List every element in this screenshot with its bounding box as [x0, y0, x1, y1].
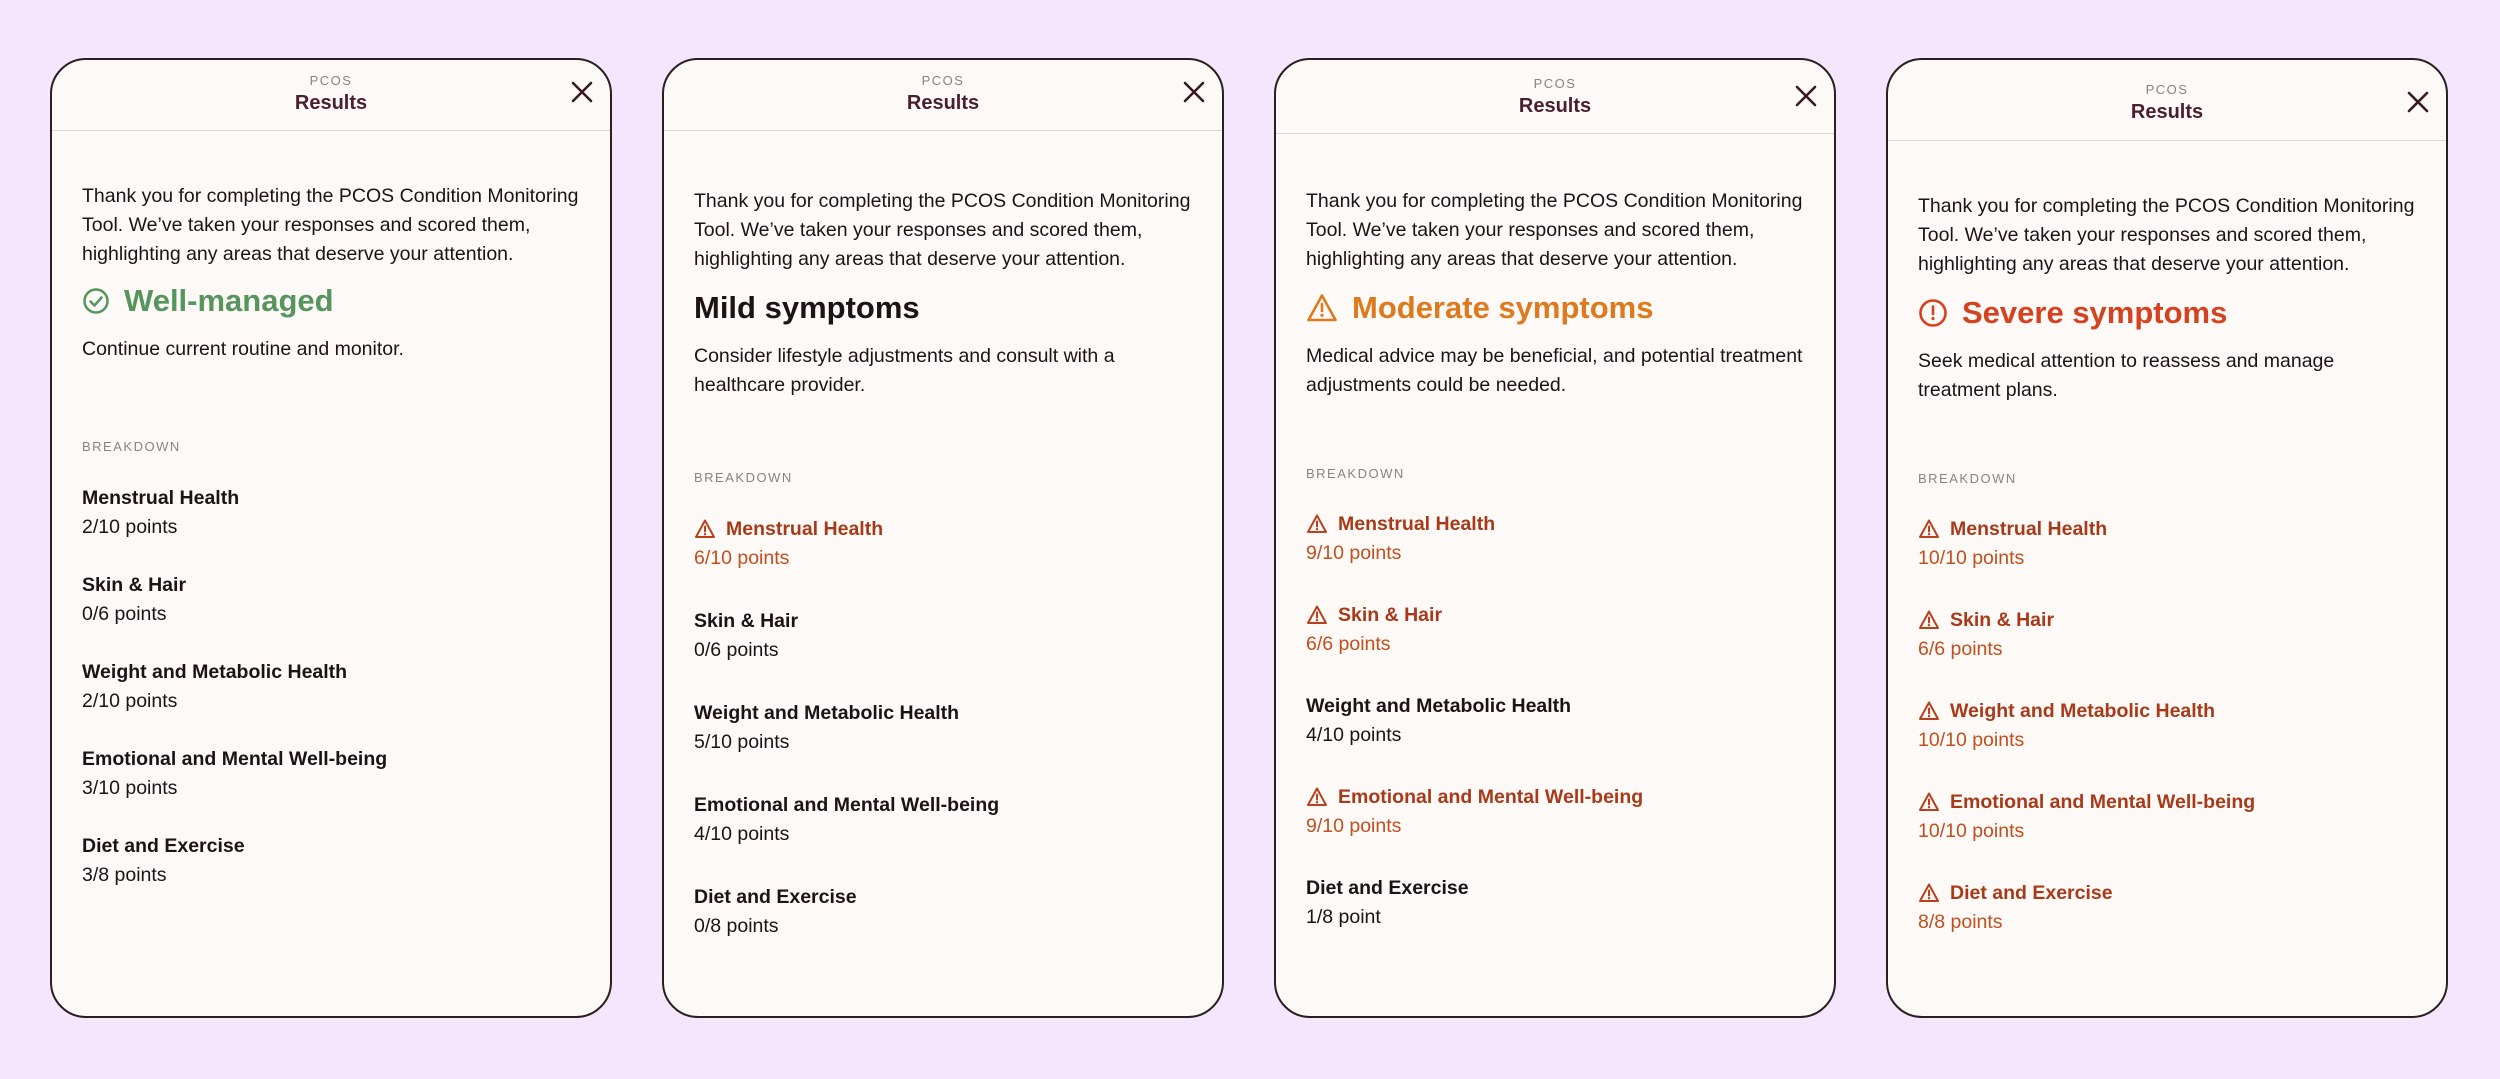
- item-points: 0/8 points: [694, 915, 779, 937]
- close-icon[interactable]: [2406, 90, 2430, 114]
- intro-text: Thank you for completing the PCOS Condition Monitoring Tool. We’ve taken your responses and scored them, highlighting any areas that deserve your attention.: [1306, 190, 1803, 270]
- header-kicker: PCOS: [1533, 76, 1577, 91]
- item-title: [1306, 601, 1804, 629]
- item-points: 4/10 points: [694, 823, 790, 845]
- item-points: 0/6 points: [694, 639, 779, 661]
- item-points: 10/10 points: [1918, 820, 2025, 842]
- item-title-text: Menstrual Health: [1338, 513, 1496, 535]
- header-kicker: PCOS: [921, 73, 965, 88]
- results-card-severe: [1886, 58, 2448, 1018]
- item-title: Diet and Exercise: [694, 886, 857, 908]
- intro-text: Thank you for completing the PCOS Condition Monitoring Tool. We’ve taken your responses and scored them, highlighting any areas that deserve your attention.: [694, 190, 1191, 270]
- item-points: 10/10 points: [1918, 729, 2025, 751]
- header-kicker: PCOS: [2145, 82, 2189, 97]
- warning-triangle-icon: [1306, 513, 1328, 535]
- card-header: [52, 60, 610, 131]
- item-title: [1918, 515, 2416, 543]
- item-points: 4/10 points: [1306, 724, 1402, 746]
- warning-triangle-icon: [1306, 604, 1328, 626]
- item-title: [694, 515, 1192, 543]
- item-title-text: Diet and Exercise: [1950, 882, 2113, 904]
- item-title: Diet and Exercise: [1306, 877, 1469, 899]
- results-card-well-managed: [50, 58, 612, 1018]
- breakdown-item: [694, 883, 1192, 941]
- item-points: 6/6 points: [1306, 633, 1391, 655]
- breakdown-item: [1306, 874, 1804, 932]
- warning-triangle-icon: [1306, 293, 1338, 323]
- item-title-text: Skin & Hair: [1950, 609, 2055, 631]
- item-title: Diet and Exercise: [82, 835, 245, 857]
- breakdown-label: BREAKDOWN: [1306, 466, 1405, 481]
- status-heading: [82, 281, 580, 321]
- breakdown-item: [1918, 606, 2416, 664]
- breakdown-item: [1918, 879, 2416, 937]
- header-title: Results: [906, 92, 980, 114]
- item-title: [1306, 783, 1804, 811]
- item-title-text: Weight and Metabolic Health: [1950, 700, 2216, 722]
- item-points: 1/8 point: [1306, 906, 1381, 928]
- item-points: 8/8 points: [1918, 911, 2003, 933]
- item-title: [1306, 510, 1804, 538]
- item-title: Skin & Hair: [82, 574, 187, 596]
- breakdown-item: [1918, 697, 2416, 755]
- breakdown-list: [694, 515, 1192, 941]
- item-title: [1918, 879, 2416, 907]
- item-title: Weight and Metabolic Health: [82, 661, 348, 683]
- item-title-text: Menstrual Health: [726, 518, 884, 540]
- warning-triangle-icon: [694, 518, 716, 540]
- item-title: Weight and Metabolic Health: [1306, 695, 1572, 717]
- breakdown-list: [1918, 515, 2416, 937]
- breakdown-label: BREAKDOWN: [1918, 471, 2017, 486]
- status-label: Moderate symptoms: [1352, 290, 1654, 325]
- card-header: [1276, 60, 1834, 134]
- breakdown-item: [1918, 788, 2416, 846]
- breakdown-item: [694, 515, 1192, 573]
- alert-circle-icon: [1918, 298, 1948, 328]
- item-points: 10/10 points: [1918, 547, 2025, 569]
- status-advice: Continue current routine and monitor.: [82, 338, 404, 360]
- item-title: Emotional and Mental Well-being: [82, 748, 388, 770]
- intro-text: Thank you for completing the PCOS Condition Monitoring Tool. We’ve taken your responses and scored them, highlighting any areas that deserve your attention.: [82, 185, 579, 265]
- status-label: Severe symptoms: [1962, 295, 2228, 330]
- warning-triangle-icon: [1918, 791, 1940, 813]
- card-header: [1888, 60, 2446, 141]
- item-points: 9/10 points: [1306, 815, 1402, 837]
- item-title: [1918, 606, 2416, 634]
- item-points: 3/8 points: [82, 864, 167, 886]
- header-kicker: PCOS: [309, 73, 353, 88]
- item-title: Menstrual Health: [82, 487, 240, 509]
- status-advice: Seek medical attention to reassess and manage treatment plans.: [1918, 350, 2335, 401]
- check-circle-icon: [82, 287, 110, 315]
- header-title: Results: [1518, 95, 1592, 117]
- item-title-text: Emotional and Mental Well-being: [1950, 791, 2256, 813]
- item-points: 2/10 points: [82, 690, 178, 712]
- results-card-mild: [662, 58, 1224, 1018]
- breakdown-item: [694, 791, 1192, 849]
- status-heading: [1306, 288, 1804, 328]
- breakdown-item: [82, 745, 580, 803]
- breakdown-item: [82, 571, 580, 629]
- item-points: 0/6 points: [82, 603, 167, 625]
- card-header: [664, 60, 1222, 131]
- item-title: Skin & Hair: [694, 610, 799, 632]
- item-title: Emotional and Mental Well-being: [694, 794, 1000, 816]
- item-title: Weight and Metabolic Health: [694, 702, 960, 724]
- item-title-text: Emotional and Mental Well-being: [1338, 786, 1644, 808]
- results-card-moderate: [1274, 58, 1836, 1018]
- breakdown-item: [1306, 510, 1804, 568]
- close-icon[interactable]: [570, 80, 594, 104]
- status-advice: Consider lifestyle adjustments and consult with a healthcare provider.: [694, 345, 1115, 396]
- status-label: Well-managed: [124, 283, 334, 318]
- breakdown-item: [694, 607, 1192, 665]
- breakdown-item: [1306, 783, 1804, 841]
- breakdown-item: [694, 699, 1192, 757]
- warning-triangle-icon: [1306, 786, 1328, 808]
- close-icon[interactable]: [1182, 80, 1206, 104]
- item-points: 2/10 points: [82, 516, 178, 538]
- status-advice: Medical advice may be beneficial, and potential treatment adjustments could be needed.: [1306, 345, 1803, 396]
- item-title-text: Menstrual Health: [1950, 518, 2108, 540]
- breakdown-list: [1306, 510, 1804, 932]
- header-title: Results: [2130, 101, 2204, 123]
- breakdown-label: BREAKDOWN: [82, 439, 181, 454]
- breakdown-item: [1306, 692, 1804, 750]
- warning-triangle-icon: [1918, 609, 1940, 631]
- breakdown-label: BREAKDOWN: [694, 470, 793, 485]
- intro-text: Thank you for completing the PCOS Condition Monitoring Tool. We’ve taken your responses and scored them, highlighting any areas that deserve your attention.: [1918, 195, 2415, 275]
- header-title: Results: [294, 92, 368, 114]
- warning-triangle-icon: [1918, 700, 1940, 722]
- item-points: 5/10 points: [694, 731, 790, 753]
- breakdown-item: [1918, 515, 2416, 573]
- breakdown-item: [1306, 601, 1804, 659]
- close-icon[interactable]: [1794, 84, 1818, 108]
- item-points: 9/10 points: [1306, 542, 1402, 564]
- status-label: Mild symptoms: [694, 290, 920, 325]
- breakdown-item: [82, 658, 580, 716]
- warning-triangle-icon: [1918, 518, 1940, 540]
- status-heading: [694, 288, 1192, 328]
- breakdown-list: [82, 484, 580, 890]
- status-heading: [1918, 293, 2416, 333]
- item-points: 3/10 points: [82, 777, 178, 799]
- item-points: 6/6 points: [1918, 638, 2003, 660]
- breakdown-item: [82, 484, 580, 542]
- item-title: [1918, 697, 2416, 725]
- warning-triangle-icon: [1918, 882, 1940, 904]
- item-title: [1918, 788, 2416, 816]
- breakdown-item: [82, 832, 580, 890]
- item-points: 6/10 points: [694, 547, 790, 569]
- item-title-text: Skin & Hair: [1338, 604, 1443, 626]
